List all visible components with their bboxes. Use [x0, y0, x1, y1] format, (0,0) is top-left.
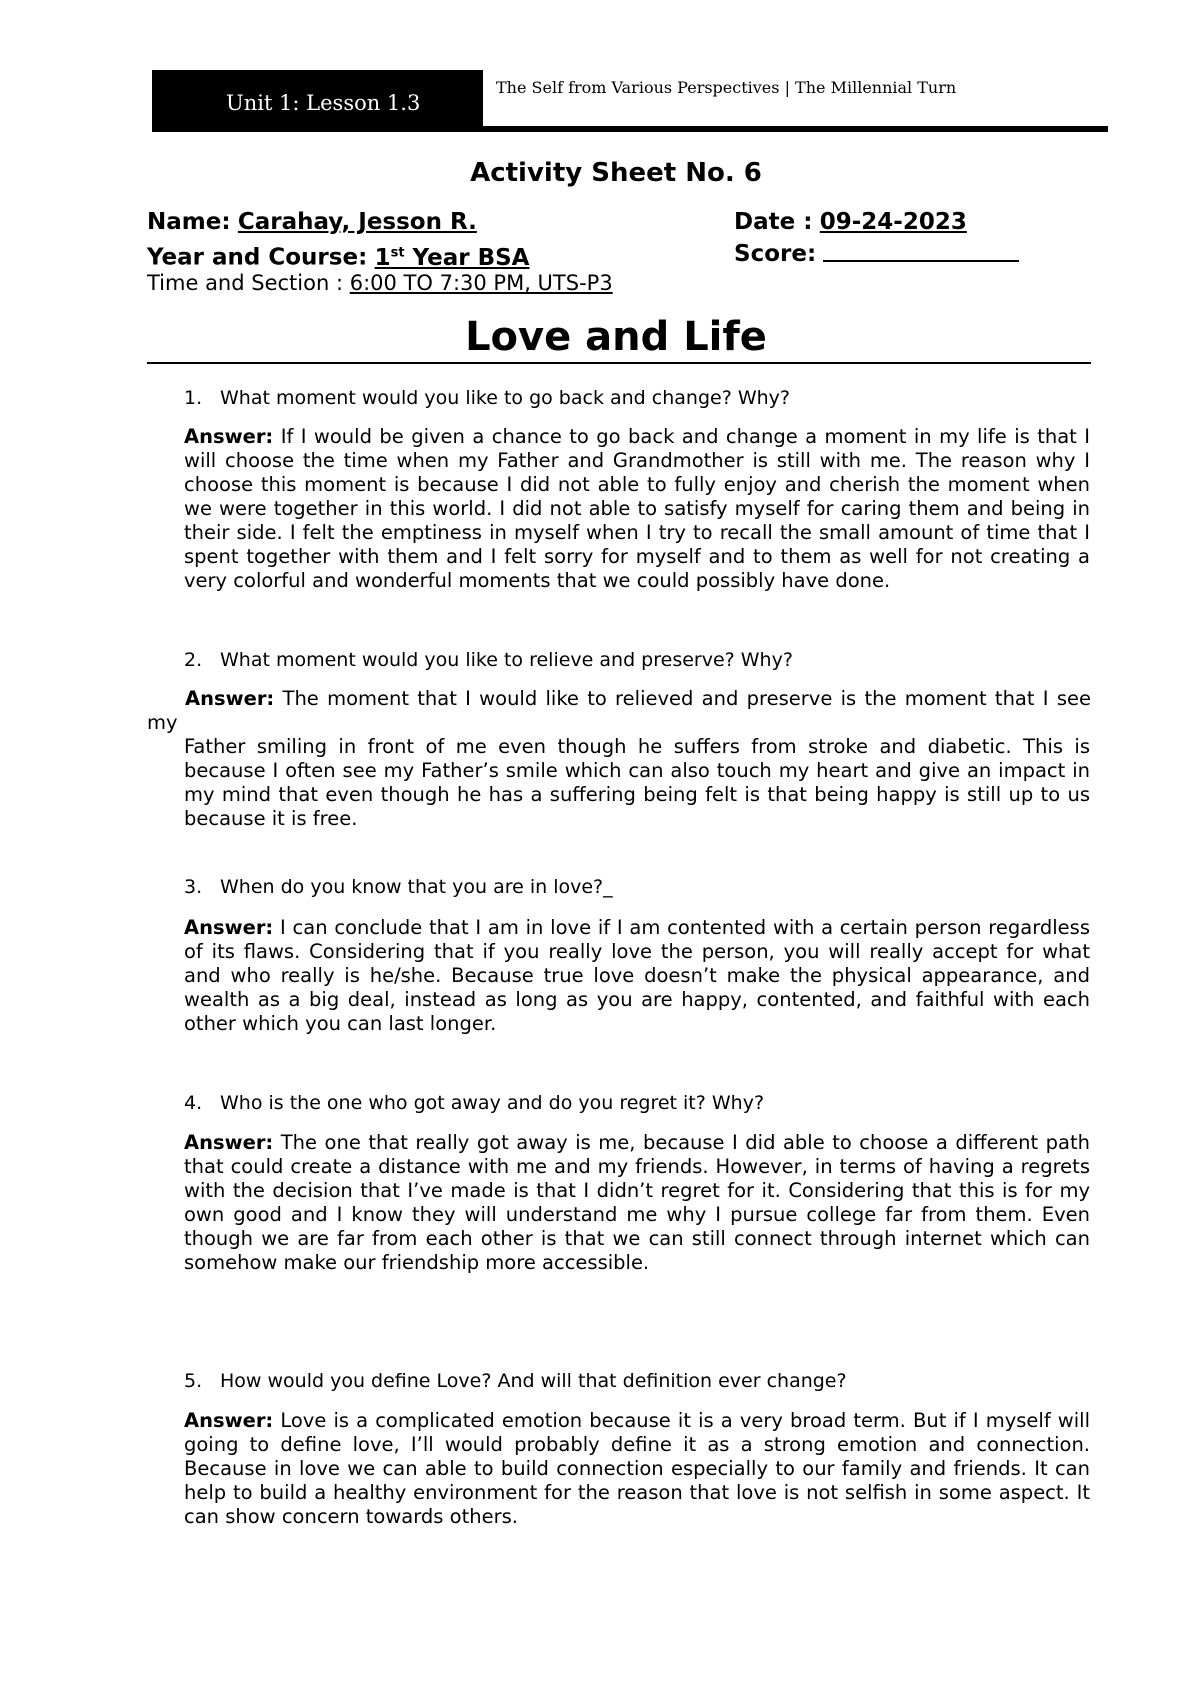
answer-5: Answer: Love is a complicated emotion because it is a very broad term. But if I myself will going to define love, I’ll would probably define it as a strong emotion and connection. Because in love we can able to build connection especially to our family and friends. It can help to build a healthy environment for the reason that love is not selfish in some aspect. It can show concern towards others. [184, 1409, 1090, 1528]
score-row [734, 238, 1019, 269]
question-1: 1. What moment would you like to go back and change? Why? [184, 387, 790, 409]
question-3: 3. When do you know that you are in love?_ [184, 876, 613, 898]
date-value: 09-24-2023 [819, 209, 967, 235]
title-rule [147, 362, 1091, 364]
year-label: Year and Course: [147, 244, 368, 271]
answer-4: Answer: The one that really got away is me, because I did able to choose a different path that could create a distance with me and my friends. However, in terms of having a regrets with the decision that I’ve made is that I didn’t regret for it. Considering that this is for my own good and I know they will understand me why I pursue college far from them. Even though we are far from each other is that we can still connect through internet which can somehow make our friendship more accessible. [184, 1131, 1090, 1274]
header-subtitle: The Self from Various Perspectives | The Millennial Turn [496, 78, 957, 97]
question-2: 2. What moment would you like to relieve and preserve? Why? [184, 649, 793, 671]
answer-2: Father smiling in front of me even though he suffers from stroke and diabetic. This is because I often see my Father’s smile which can also touch my heart and give an impact in my mind that even though he has a suffering being felt is that being happy is still up to us because it is free. [184, 735, 1090, 830]
date-row [734, 207, 967, 237]
name-value: Carahay, Jesson R. [237, 209, 477, 235]
date-label: Date : [734, 209, 813, 235]
sheet-title: Activity Sheet No. 6 [470, 158, 762, 188]
header-divider [480, 70, 483, 80]
question-4: 4. Who is the one who got away and do you regret it? Why? [184, 1092, 765, 1114]
name-row [147, 207, 477, 237]
unit-lesson-label: Unit 1: Lesson 1.3 [226, 91, 421, 115]
question-5: 5. How would you define Love? And will that definition ever change? [184, 1370, 847, 1392]
unit-lesson-box [152, 70, 483, 132]
name-label: Name: [147, 209, 231, 235]
score-label: Score: [734, 241, 817, 267]
answer-2-first-line: Answer: The moment that I would like to relieved and preserve is the moment that I see my [147, 687, 1091, 734]
answer-3: Answer: I can conclude that I am in love if I am contented with a certain person regardless of its flaws. Considering that if you really love the person, you will really accept for what and who really is he/she. Because true love doesn’t make the physical appearance, and wealth as a big deal, instead as long as you are happy, contented, and faithful with each other which you can last longer. [184, 916, 1090, 1035]
year-value: 1st Year BSA [374, 244, 530, 271]
time-row [147, 268, 613, 298]
time-label: Time and Section : [147, 271, 344, 295]
answer-1: Answer: If I would be given a chance to go back and change a moment in my life is that I will choose the time when my Father and Grandmother is still with me. The reason why I choose this moment is because I did not able to fully enjoy and cherish the moment when we were together in this world. I did not able to satisfy myself for caring them and being in their side. I felt the emptiness in myself when I try to recall the small amount of time that I spent together with them and I felt sorry for myself and to them as well for not creating a very colorful and wonderful moments that we could possibly have done. [184, 425, 1090, 592]
header-rule [152, 126, 1108, 132]
main-title: Love and Life [465, 314, 767, 360]
score-blank [823, 238, 1019, 262]
time-value: 6:00 TO 7:30 PM, UTS-P3 [349, 271, 613, 295]
